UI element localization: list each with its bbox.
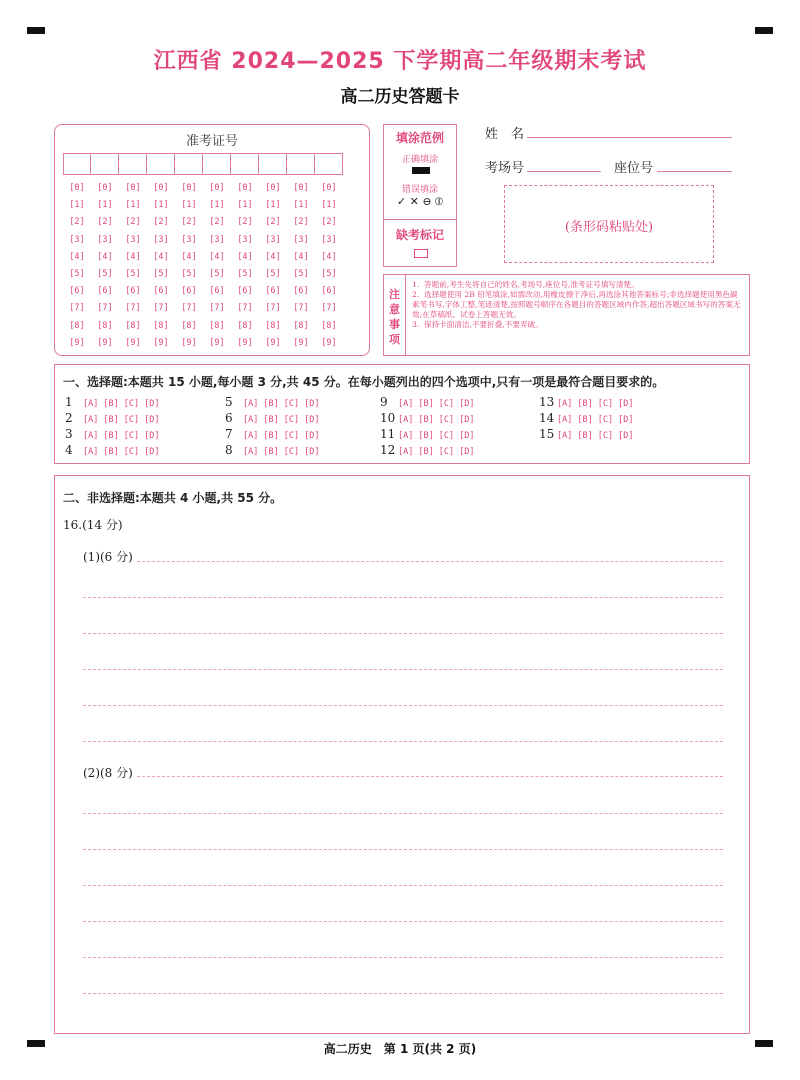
option-bubble[interactable]: [C] bbox=[597, 431, 614, 441]
option-bubble[interactable]: [A] bbox=[83, 447, 99, 457]
option-bubble[interactable]: [D] bbox=[459, 415, 475, 425]
option-bubble[interactable]: [D] bbox=[304, 399, 320, 409]
option-bubble[interactable]: [A] bbox=[243, 447, 259, 457]
option-bubble[interactable]: [C] bbox=[283, 399, 300, 409]
digit-bubble[interactable]: [2] bbox=[265, 217, 281, 228]
digit-row bbox=[63, 200, 343, 217]
digit-bubble[interactable]: [7] bbox=[265, 303, 281, 314]
question-6 bbox=[225, 411, 324, 425]
option-bubble[interactable]: [C] bbox=[283, 431, 300, 441]
option-bubble[interactable]: [A] bbox=[398, 399, 414, 409]
digit-bubble[interactable]: [4] bbox=[321, 251, 337, 262]
digit-bubble[interactable]: [8] bbox=[293, 320, 309, 331]
digit-bubble[interactable]: [7] bbox=[97, 303, 113, 314]
option-bubble[interactable]: [D] bbox=[144, 447, 160, 457]
option-bubble[interactable]: [D] bbox=[304, 415, 320, 425]
question-12 bbox=[380, 443, 479, 457]
option-bubble[interactable]: [D] bbox=[618, 415, 634, 425]
page-title: 江西省 2024—2025 下学期高二年级期末考试 bbox=[153, 49, 647, 74]
digit-bubble[interactable]: [0] bbox=[265, 183, 281, 193]
note-item: 1. 答题前,考生先将自己的姓名,考场号,座位号,准考证号填写清楚。 bbox=[412, 280, 639, 289]
digit-bubble[interactable]: [7] bbox=[125, 303, 141, 314]
question-number: 2 bbox=[65, 411, 73, 425]
option-bubble[interactable]: [C] bbox=[123, 447, 140, 457]
option-bubble[interactable]: [A] bbox=[243, 415, 259, 425]
option-bubble[interactable]: [D] bbox=[304, 447, 320, 457]
digit-bubble[interactable]: [6] bbox=[125, 286, 141, 297]
question-10 bbox=[380, 411, 479, 425]
question-number: 15 bbox=[539, 427, 555, 441]
digit-bubble[interactable]: [1] bbox=[181, 200, 197, 211]
option-bubble[interactable]: [C] bbox=[123, 399, 140, 409]
digit-row bbox=[63, 235, 343, 252]
admission-digit-cell[interactable] bbox=[63, 153, 91, 175]
digit-bubble[interactable]: [6] bbox=[97, 286, 113, 297]
digit-bubble[interactable]: [2] bbox=[321, 217, 337, 228]
option-bubble[interactable]: [D] bbox=[459, 447, 475, 457]
option-bubble[interactable]: [D] bbox=[144, 431, 160, 441]
option-bubble[interactable]: [C] bbox=[123, 415, 140, 425]
section2-heading: 二、非选择题:本题共 4 小题,共 55 分。 bbox=[63, 491, 283, 505]
option-bubble[interactable]: [B] bbox=[263, 415, 279, 425]
admission-digit-cell[interactable] bbox=[203, 153, 231, 175]
registration-mark-top-right bbox=[755, 27, 773, 34]
option-bubble[interactable]: [A] bbox=[398, 415, 414, 425]
digit-bubble[interactable]: [2] bbox=[181, 217, 197, 228]
digit-bubble[interactable]: [4] bbox=[125, 251, 141, 262]
option-bubble[interactable]: [B] bbox=[418, 415, 434, 425]
digit-bubble[interactable]: [2] bbox=[97, 217, 113, 228]
digit-bubble[interactable]: [0] bbox=[209, 183, 225, 193]
question-number: 6 bbox=[225, 411, 233, 425]
digit-bubble[interactable]: [5] bbox=[97, 268, 113, 279]
digit-bubble[interactable]: [2] bbox=[293, 217, 309, 228]
fill-example-panel bbox=[383, 124, 457, 267]
option-bubble[interactable]: [C] bbox=[283, 447, 300, 457]
section1-heading: 一、选择题:本题共 15 小题,每小题 3 分,共 45 分。在每小题列出的四个选项中,只有一项是最符合题目要求的。 bbox=[63, 375, 665, 389]
page-subtitle: 高二历史答题卡 bbox=[340, 87, 460, 107]
option-bubble[interactable]: [B] bbox=[577, 431, 593, 441]
question-number: 13 bbox=[539, 395, 555, 409]
option-bubble[interactable]: [C] bbox=[438, 415, 455, 425]
option-bubble[interactable]: [B] bbox=[103, 431, 119, 441]
option-bubble[interactable]: [A] bbox=[83, 431, 99, 441]
digit-bubble[interactable]: [6] bbox=[209, 286, 225, 297]
option-bubble[interactable]: [D] bbox=[144, 399, 160, 409]
absent-mark-label: 缺考标记 bbox=[395, 228, 444, 242]
question-number: 10 bbox=[380, 411, 396, 425]
digit-bubble[interactable]: [3] bbox=[153, 234, 169, 245]
question-number: 1 bbox=[65, 395, 73, 409]
exam-room-field[interactable] bbox=[527, 170, 601, 172]
divider bbox=[384, 219, 456, 220]
admission-number-label: 准考证号 bbox=[185, 134, 238, 149]
option-bubble[interactable]: [D] bbox=[144, 415, 160, 425]
option-bubble[interactable]: [A] bbox=[398, 431, 414, 441]
option-bubble[interactable]: [D] bbox=[304, 431, 320, 441]
notes-panel bbox=[383, 274, 750, 356]
admission-digit-cell[interactable] bbox=[287, 153, 315, 175]
digit-bubble[interactable]: [5] bbox=[153, 268, 169, 279]
digit-bubble[interactable]: [7] bbox=[69, 303, 85, 314]
digit-bubble[interactable]: [7] bbox=[293, 303, 309, 314]
digit-bubble[interactable]: [9] bbox=[97, 337, 113, 348]
digit-bubble[interactable]: [4] bbox=[97, 251, 113, 262]
digit-bubble[interactable]: [4] bbox=[265, 251, 281, 262]
exam-room-label: 考场号 bbox=[485, 161, 525, 176]
digit-bubble[interactable]: [5] bbox=[237, 268, 253, 279]
option-bubble[interactable]: [B] bbox=[103, 415, 119, 425]
digit-bubble[interactable]: [1] bbox=[321, 200, 337, 211]
digit-row bbox=[63, 217, 343, 234]
admission-digit-cells bbox=[63, 153, 343, 175]
multiple-choice-section bbox=[54, 364, 750, 464]
option-bubble[interactable]: [B] bbox=[263, 431, 279, 441]
digit-bubble[interactable]: [6] bbox=[265, 286, 281, 297]
admission-digit-grid bbox=[63, 183, 343, 355]
admission-digit-cell[interactable] bbox=[315, 153, 343, 175]
seat-label: 座位号 bbox=[614, 161, 654, 176]
name-label: 姓 名 bbox=[485, 127, 525, 142]
answer-line[interactable] bbox=[83, 633, 723, 634]
digit-bubble[interactable]: [1] bbox=[293, 200, 309, 211]
question-number: 11 bbox=[380, 427, 396, 441]
digit-bubble[interactable]: [9] bbox=[69, 337, 85, 348]
answer-line[interactable] bbox=[83, 993, 723, 994]
digit-bubble[interactable]: [4] bbox=[293, 251, 309, 262]
question-13 bbox=[539, 395, 638, 409]
option-bubble[interactable]: [B] bbox=[577, 399, 593, 409]
option-bubble[interactable]: [C] bbox=[597, 399, 614, 409]
digit-bubble[interactable]: [4] bbox=[237, 251, 253, 262]
question-16-label: 16.(14 分) bbox=[63, 518, 123, 532]
digit-bubble[interactable]: [7] bbox=[181, 303, 197, 314]
digit-bubble[interactable]: [6] bbox=[237, 286, 253, 297]
digit-bubble[interactable]: [6] bbox=[69, 286, 85, 297]
option-bubble[interactable]: [A] bbox=[243, 431, 259, 441]
digit-bubble[interactable]: [4] bbox=[153, 251, 169, 262]
digit-bubble[interactable]: [1] bbox=[209, 200, 225, 211]
digit-bubble[interactable]: [9] bbox=[181, 337, 197, 348]
digit-bubble[interactable]: [8] bbox=[265, 320, 281, 331]
question-15 bbox=[539, 427, 638, 441]
digit-bubble[interactable]: [0] bbox=[125, 183, 141, 193]
answer-line[interactable] bbox=[83, 597, 723, 598]
correct-fill-label: 正确填涂 bbox=[401, 155, 438, 165]
digit-bubble[interactable]: [0] bbox=[237, 183, 253, 193]
option-bubble[interactable]: [A] bbox=[243, 399, 259, 409]
digit-bubble[interactable]: [9] bbox=[125, 337, 141, 348]
wrong-fill-marks: ✓ ✕ ⊖ ⦶ bbox=[396, 195, 444, 208]
answer-line[interactable] bbox=[137, 561, 723, 562]
digit-bubble[interactable]: [2] bbox=[69, 217, 85, 228]
admission-digit-cell[interactable] bbox=[231, 153, 259, 175]
question-number: 4 bbox=[65, 443, 73, 457]
question-number: 14 bbox=[539, 411, 555, 425]
option-bubble[interactable]: [D] bbox=[459, 431, 475, 441]
option-bubble[interactable]: [C] bbox=[438, 431, 455, 441]
absent-mark-box[interactable] bbox=[414, 249, 428, 258]
digit-bubble[interactable]: [8] bbox=[153, 320, 169, 331]
digit-bubble[interactable]: [1] bbox=[153, 200, 169, 211]
option-bubble[interactable]: [A] bbox=[557, 399, 573, 409]
digit-bubble[interactable]: [5] bbox=[181, 268, 197, 279]
digit-bubble[interactable]: [5] bbox=[125, 268, 141, 279]
digit-bubble[interactable]: [4] bbox=[69, 251, 85, 262]
written-answer-section bbox=[54, 475, 750, 1034]
part-2-label: (2)(8 分) bbox=[83, 766, 133, 780]
question-1 bbox=[65, 395, 164, 409]
option-bubble[interactable]: [D] bbox=[618, 399, 634, 409]
option-bubble[interactable]: [C] bbox=[123, 431, 140, 441]
digit-bubble[interactable]: [3] bbox=[293, 234, 309, 245]
digit-bubble[interactable]: [3] bbox=[69, 234, 85, 245]
option-bubble[interactable]: [B] bbox=[263, 447, 279, 457]
option-bubble[interactable]: [A] bbox=[83, 399, 99, 409]
admission-digit-cell[interactable] bbox=[147, 153, 175, 175]
option-bubble[interactable]: [D] bbox=[618, 431, 634, 441]
option-bubble[interactable]: [B] bbox=[577, 415, 593, 425]
digit-bubble[interactable]: [9] bbox=[265, 337, 281, 348]
digit-bubble[interactable]: [5] bbox=[209, 268, 225, 279]
digit-bubble[interactable]: [0] bbox=[293, 183, 309, 193]
barcode-area bbox=[504, 185, 714, 263]
question-number: 5 bbox=[225, 395, 233, 409]
digit-bubble[interactable]: [8] bbox=[209, 320, 225, 331]
option-bubble[interactable]: [C] bbox=[438, 399, 455, 409]
digit-bubble[interactable]: [0] bbox=[153, 183, 169, 193]
option-bubble[interactable]: [C] bbox=[283, 415, 300, 425]
digit-bubble[interactable]: [9] bbox=[293, 337, 309, 348]
digit-bubble[interactable]: [2] bbox=[209, 217, 225, 228]
question-14 bbox=[539, 411, 638, 425]
question-number: 3 bbox=[65, 427, 73, 441]
option-bubble[interactable]: [A] bbox=[83, 415, 99, 425]
answer-line[interactable] bbox=[83, 921, 723, 922]
digit-bubble[interactable]: [8] bbox=[237, 320, 253, 331]
notes-side-label: 注 意 事 项 bbox=[384, 275, 406, 355]
digit-bubble[interactable]: [4] bbox=[209, 251, 225, 262]
option-bubble[interactable]: [D] bbox=[459, 399, 475, 409]
digit-bubble[interactable]: [8] bbox=[321, 320, 337, 331]
digit-bubble[interactable]: [9] bbox=[237, 337, 253, 348]
digit-bubble[interactable]: [0] bbox=[321, 183, 337, 193]
page-footer: 高二历史 第 1 页(共 2 页) bbox=[323, 1042, 477, 1056]
admission-digit-cell[interactable] bbox=[175, 153, 203, 175]
digit-row bbox=[63, 303, 343, 320]
correct-fill-mark bbox=[412, 167, 430, 174]
digit-bubble[interactable]: [5] bbox=[321, 268, 337, 279]
option-bubble[interactable]: [A] bbox=[398, 447, 414, 457]
answer-line[interactable] bbox=[83, 669, 723, 670]
seat-field[interactable] bbox=[657, 170, 732, 172]
question-2 bbox=[65, 411, 164, 425]
question-5 bbox=[225, 395, 324, 409]
option-bubble[interactable]: [C] bbox=[597, 415, 614, 425]
digit-bubble[interactable]: [6] bbox=[181, 286, 197, 297]
admission-number-panel bbox=[54, 124, 370, 356]
barcode-label: (条形码粘贴处) bbox=[564, 220, 654, 235]
digit-bubble[interactable]: [3] bbox=[321, 234, 337, 245]
digit-bubble[interactable]: [6] bbox=[293, 286, 309, 297]
digit-bubble[interactable]: [5] bbox=[265, 268, 281, 279]
digit-bubble[interactable]: [2] bbox=[153, 217, 169, 228]
option-bubble[interactable]: [A] bbox=[557, 415, 573, 425]
admission-digit-cell[interactable] bbox=[91, 153, 119, 175]
option-bubble[interactable]: [B] bbox=[103, 447, 119, 457]
digit-bubble[interactable]: [3] bbox=[125, 234, 141, 245]
option-bubble[interactable]: [C] bbox=[438, 447, 455, 457]
admission-digit-cell[interactable] bbox=[119, 153, 147, 175]
digit-row bbox=[63, 269, 343, 286]
answer-line[interactable] bbox=[83, 813, 723, 814]
question-number: 12 bbox=[380, 443, 396, 457]
question-number: 8 bbox=[225, 443, 233, 457]
question-7 bbox=[225, 427, 324, 441]
digit-bubble[interactable]: [0] bbox=[181, 183, 197, 193]
digit-bubble[interactable]: [5] bbox=[293, 268, 309, 279]
digit-row bbox=[63, 321, 343, 338]
digit-bubble[interactable]: [8] bbox=[69, 320, 85, 331]
digit-bubble[interactable]: [2] bbox=[125, 217, 141, 228]
note-item: 3. 保持卡面清洁,不要折叠,不要弄破。 bbox=[412, 320, 543, 329]
answer-line[interactable] bbox=[83, 885, 723, 886]
question-4 bbox=[65, 443, 164, 457]
digit-bubble[interactable]: [3] bbox=[97, 234, 113, 245]
option-bubble[interactable]: [B] bbox=[418, 399, 434, 409]
question-8 bbox=[225, 443, 324, 457]
digit-bubble[interactable]: [1] bbox=[69, 200, 85, 211]
question-9 bbox=[380, 395, 479, 409]
digit-bubble[interactable]: [3] bbox=[265, 234, 281, 245]
digit-bubble[interactable]: [3] bbox=[209, 234, 225, 245]
digit-bubble[interactable]: [9] bbox=[209, 337, 225, 348]
answer-line[interactable] bbox=[83, 849, 723, 850]
digit-bubble[interactable]: [2] bbox=[237, 217, 253, 228]
option-bubble[interactable]: [B] bbox=[103, 399, 119, 409]
question-3 bbox=[65, 427, 164, 441]
digit-row bbox=[63, 183, 343, 200]
digit-bubble[interactable]: [7] bbox=[321, 303, 337, 314]
option-bubble[interactable]: [B] bbox=[418, 447, 434, 457]
digit-bubble[interactable]: [0] bbox=[69, 183, 85, 193]
digit-bubble[interactable]: [6] bbox=[153, 286, 169, 297]
answer-line[interactable] bbox=[83, 705, 723, 706]
question-11 bbox=[380, 427, 479, 441]
digit-bubble[interactable]: [1] bbox=[265, 200, 281, 211]
digit-bubble[interactable]: [1] bbox=[125, 200, 141, 211]
digit-bubble[interactable]: [9] bbox=[321, 337, 337, 348]
answer-line[interactable] bbox=[83, 741, 723, 742]
digit-bubble[interactable]: [6] bbox=[321, 286, 337, 297]
digit-bubble[interactable]: [5] bbox=[69, 268, 85, 279]
fill-example-title: 填涂范例 bbox=[395, 131, 444, 145]
answer-line[interactable] bbox=[137, 776, 723, 777]
wrong-fill-label: 错误填涂 bbox=[401, 185, 438, 195]
name-field[interactable] bbox=[527, 136, 732, 138]
option-bubble[interactable]: [B] bbox=[263, 399, 279, 409]
digit-bubble[interactable]: [1] bbox=[97, 200, 113, 211]
digit-row bbox=[63, 252, 343, 269]
notes-list bbox=[412, 280, 744, 330]
part-1-label: (1)(6 分) bbox=[83, 550, 133, 564]
note-item: 2. 选择题使用 2B 铅笔填涂,如需改动,用橡皮擦干净后,再选涂其他答案标号;非选择题使用黑色碳素笔书写,字体工整,笔迹清楚,按照题号顺序在各题目的答题区域内作答,超出答题区域书写的答案无效;在草稿纸、试卷上答题无效。 bbox=[412, 290, 741, 319]
option-bubble[interactable]: [A] bbox=[557, 431, 573, 441]
question-number: 7 bbox=[225, 427, 233, 441]
registration-mark-top-left bbox=[27, 27, 45, 34]
digit-bubble[interactable]: [3] bbox=[237, 234, 253, 245]
digit-bubble[interactable]: [9] bbox=[153, 337, 169, 348]
digit-bubble[interactable]: [8] bbox=[125, 320, 141, 331]
digit-bubble[interactable]: [8] bbox=[97, 320, 113, 331]
digit-bubble[interactable]: [4] bbox=[181, 251, 197, 262]
option-bubble[interactable]: [B] bbox=[418, 431, 434, 441]
digit-bubble[interactable]: [8] bbox=[181, 320, 197, 331]
digit-bubble[interactable]: [1] bbox=[237, 200, 253, 211]
question-number: 9 bbox=[380, 395, 388, 409]
digit-bubble[interactable]: [7] bbox=[153, 303, 169, 314]
digit-bubble[interactable]: [0] bbox=[97, 183, 113, 193]
admission-digit-cell[interactable] bbox=[259, 153, 287, 175]
digit-bubble[interactable]: [7] bbox=[209, 303, 225, 314]
digit-row bbox=[63, 286, 343, 303]
digit-bubble[interactable]: [7] bbox=[237, 303, 253, 314]
answer-line[interactable] bbox=[83, 957, 723, 958]
digit-bubble[interactable]: [3] bbox=[181, 234, 197, 245]
digit-row bbox=[63, 338, 343, 355]
